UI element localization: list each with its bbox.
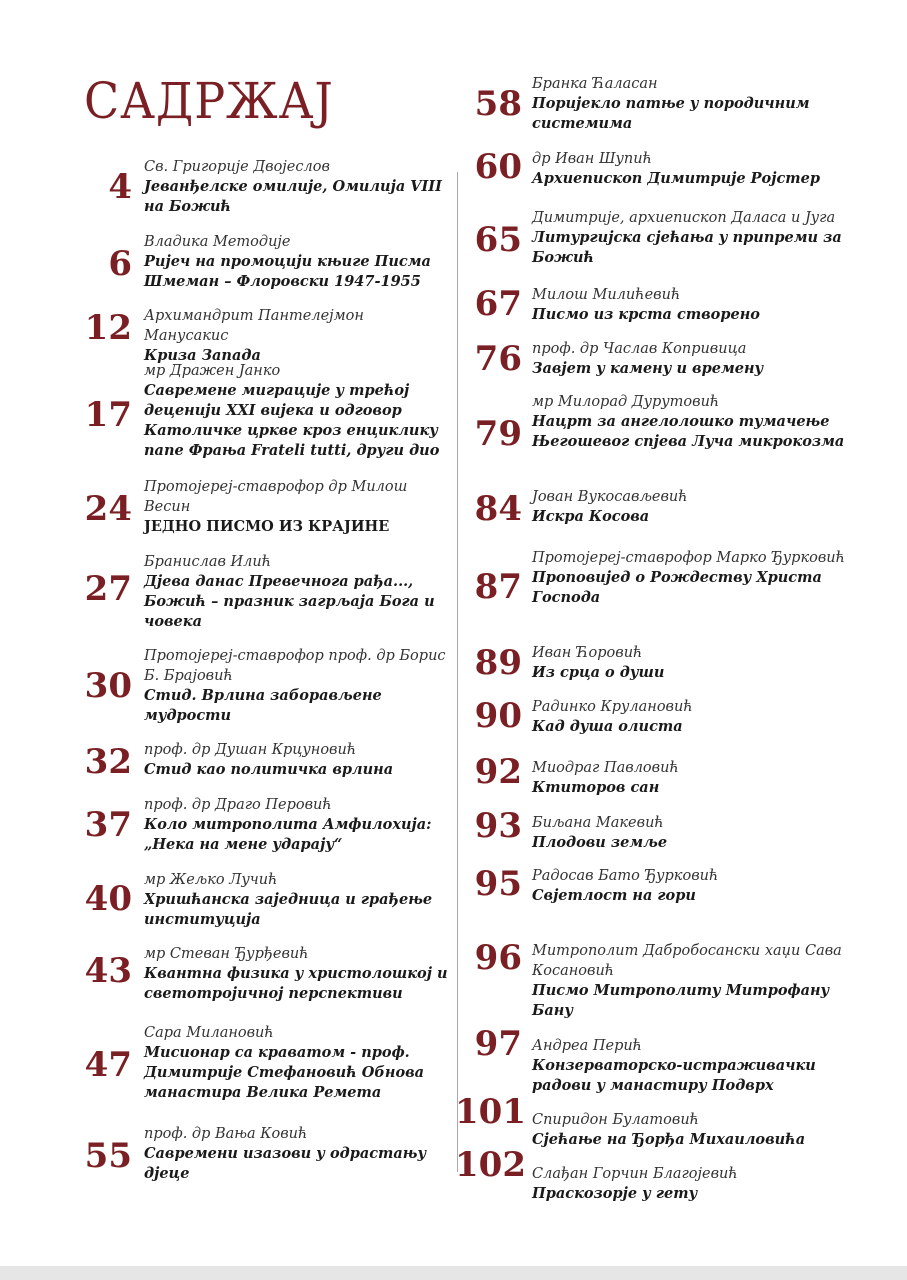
page-number: 92 — [474, 752, 522, 792]
entry-title: Проповијед о Рождеству Христа Господа — [532, 569, 822, 606]
entry-title: Савремене миграције у трећој деценији XXI вијека и одговор Католичке цркве кроз енциклику папе Фрања Frateli tutti, други дио — [144, 382, 440, 459]
entry-author: Слађан Горчин Благојевић — [532, 1166, 738, 1182]
entry-author: Радосав Бато Ђурковић — [532, 868, 719, 884]
page-number: 32 — [84, 742, 132, 782]
entry-author: проф. др Душан Крцуновић — [144, 742, 357, 758]
entry-title: Писмо Митрополиту Митрофану Бану — [532, 982, 830, 1019]
entry-title: Кад душа олиста — [532, 718, 683, 735]
page-number: 40 — [84, 879, 132, 919]
entry-title: Стид као политичка врлина — [144, 761, 394, 778]
page-number: 95 — [474, 864, 522, 904]
entry-author: Радинко Крулановић — [532, 699, 693, 715]
entry-title: Поријекло патње у породичним системима — [532, 95, 810, 132]
entry-title: Јеванђелске омилије, Омилија VIII на Божић — [144, 178, 442, 215]
bottom-band — [0, 1266, 907, 1280]
entry-author: мр Стеван Ђурђевић — [144, 946, 309, 962]
entry-title: Дјева данас Превечнога рађа..., Божић – празник загрљаја Бога и човека — [144, 573, 435, 630]
entry-author: Протојереј-ставрофор Марко Ђурковић — [532, 550, 845, 566]
page-number: 101 — [455, 1092, 526, 1132]
entry-title: Коло митрополита Амфилохија: „Нека на мене ударају“ — [144, 816, 432, 853]
page-number: 37 — [84, 805, 132, 845]
entry-title: Савремени изазови у одрастању дјеце — [144, 1145, 427, 1182]
entry-title: Нацрт за ангелолошко тумачење Његошевог спјева Луча микрокозма — [532, 413, 845, 450]
page-number: 47 — [84, 1045, 132, 1085]
entry-author: проф. др Вања Ковић — [144, 1126, 308, 1142]
entry-title: Плодови земље — [532, 834, 668, 851]
entry-title: ЈЕДНО ПИСМО ИЗ КРАЈИНЕ — [144, 518, 390, 535]
entry-author: Протојереј-ставрофор др Милош Весин — [144, 479, 408, 515]
entry-author: Андреа Перић — [532, 1038, 643, 1054]
page-number: 87 — [474, 567, 522, 607]
entry-author: Димитрије, архиепископ Даласа и Југа — [532, 210, 836, 226]
page-number: 6 — [108, 244, 132, 284]
page-number: 58 — [474, 84, 522, 124]
entry-author: Биљана Макевић — [532, 815, 664, 831]
entry-author: проф. др Часлав Копривица — [532, 341, 747, 357]
entry-author: Миодраг Павловић — [532, 760, 679, 776]
page-number: 12 — [84, 308, 132, 348]
entry-author: Протојереј-ставрофор проф. др Борис Б. Брајовић — [144, 648, 446, 684]
page-number: 65 — [474, 220, 522, 260]
page-number: 76 — [474, 339, 522, 379]
entry-title: Свјетлост на гори — [532, 887, 696, 904]
entry-title: Сјећање на Ђорђа Михаиловића — [532, 1131, 806, 1148]
entry-author: Св. Григорије Двојеслов — [144, 159, 330, 175]
entry-author: Митрополит Дабробосански хаџи Сава Косановић — [532, 943, 842, 979]
page-number: 93 — [474, 806, 522, 846]
entry-author: Спиридон Булатовић — [532, 1112, 700, 1128]
entry-title: Конзерваторско-истраживачки радови у манастиру Подврх — [532, 1057, 816, 1094]
entry-title: Стид. Врлина заборављене мудрости — [144, 687, 382, 724]
entry-title: Ријеч на промоцији књиге Писма Шмеман – Флоровски 1947-1955 — [144, 253, 431, 290]
entry-title: Мисионар са краватом - проф. Димитрије Стефановић Обнова манастира Велика Ремета — [144, 1044, 425, 1101]
entry-title: Искра Косова — [532, 508, 650, 525]
entry-title: Ктиторов сан — [532, 779, 660, 796]
page-number: 79 — [474, 414, 522, 454]
page-number: 90 — [474, 696, 522, 736]
page-number: 67 — [474, 284, 522, 324]
page-number: 43 — [84, 951, 132, 991]
entry-author: Владика Методије — [144, 234, 291, 250]
page-number: 84 — [474, 489, 522, 529]
page-number: 60 — [474, 147, 522, 187]
entry-title: Криза Запада — [144, 347, 261, 364]
entry-author: мр Дражен Јанко — [144, 363, 281, 379]
entry-title: Праскозорје у гету — [532, 1185, 698, 1202]
page-number: 17 — [84, 395, 132, 435]
entry-author: Бранка Ћаласан — [532, 76, 658, 92]
page-number: 89 — [474, 643, 522, 683]
entry-title: Литургијска сјећања у припреми за Божић — [532, 229, 842, 266]
page-number: 102 — [455, 1145, 526, 1185]
entry-author: мр Милорад Дурутовић — [532, 394, 720, 410]
page-number: 4 — [108, 167, 132, 207]
entry-author: проф. др Драго Перовић — [144, 797, 332, 813]
entry-title: Завјет у камену и времену — [532, 360, 764, 377]
page-number: 96 — [474, 938, 522, 978]
entry-author: мр Жељко Лучић — [144, 872, 278, 888]
entry-title: Из срца о души — [532, 664, 665, 681]
entry-title: Квантна физика у христолошкој и светотројичној перспективи — [144, 965, 448, 1002]
entry-author: Сара Милановић — [144, 1025, 274, 1041]
entry-author: др Иван Шупић — [532, 151, 652, 167]
page-number: 30 — [84, 666, 132, 706]
entry-author: Јован Вукосављевић — [532, 489, 688, 505]
entry-author: Бранислав Илић — [144, 554, 272, 570]
entry-title: Писмо из крста створено — [532, 306, 760, 323]
page-number: 27 — [84, 569, 132, 609]
page-number: 55 — [84, 1136, 132, 1176]
entry-author: Милош Милићевић — [532, 287, 681, 303]
page-title: САДРЖАЈ — [84, 72, 334, 130]
entry-author: Иван Ћоровић — [532, 645, 643, 661]
page-number: 97 — [474, 1024, 522, 1064]
entry-author: Архимандрит Пантелејмон Манусакис — [144, 308, 364, 344]
entry-title: Хришћанска заједница и грађење институција — [144, 891, 433, 928]
page-number: 24 — [84, 489, 132, 529]
entry-title: Архиепископ Димитрије Ројстер — [532, 170, 821, 187]
